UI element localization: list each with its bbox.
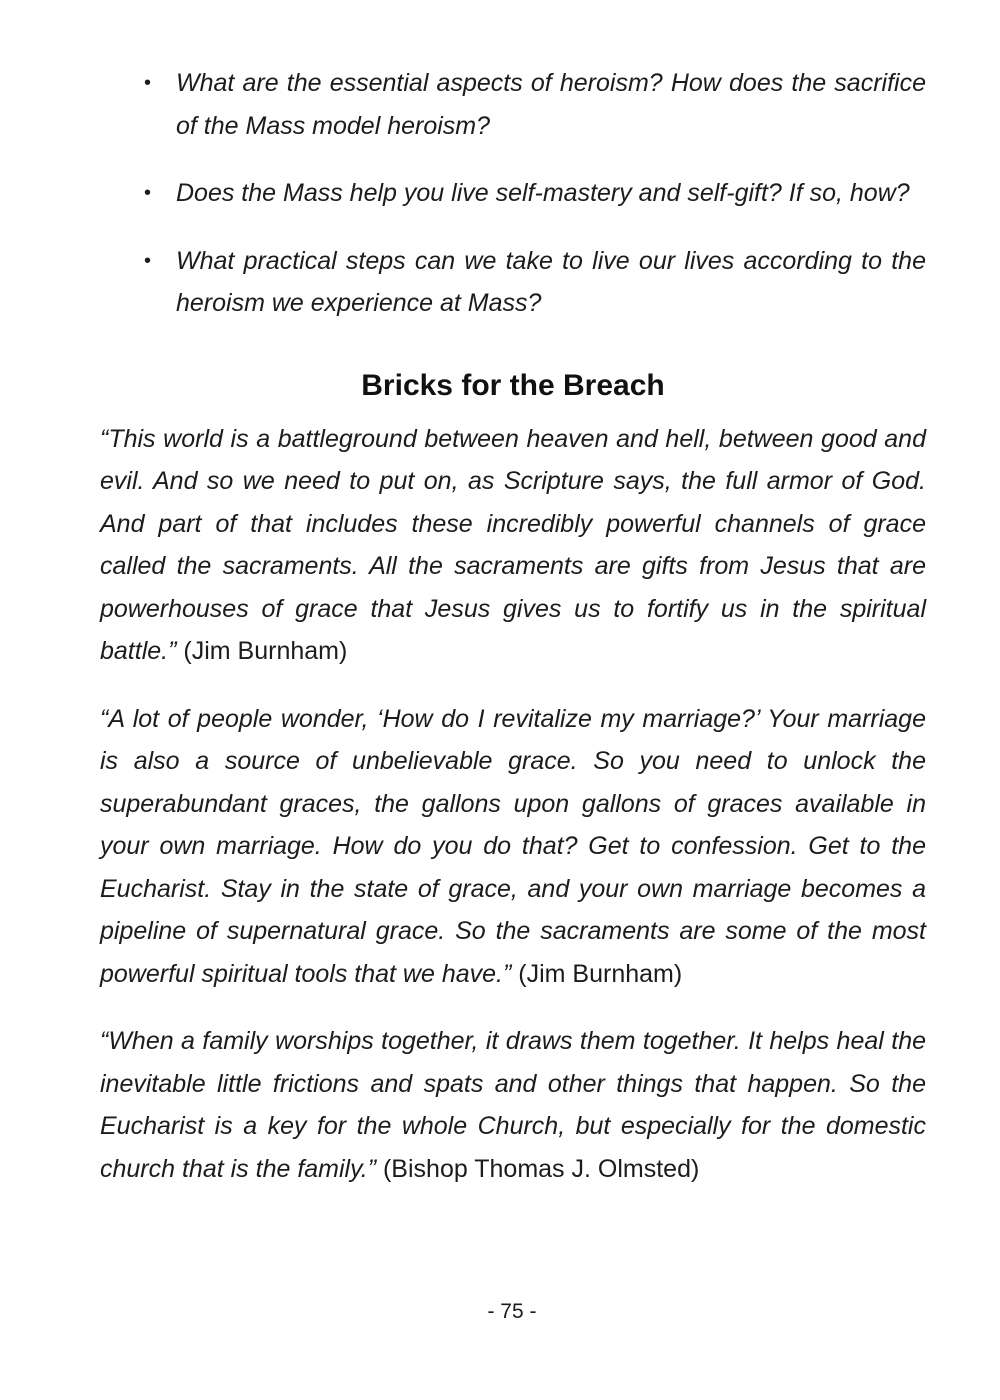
quote-source: (Bishop Thomas J. Olmsted) [382,1154,700,1183]
list-item [144,240,926,325]
question-text: What are the essential aspects of heroism? How does the sacrifice of the Mass model heroism? [176,69,926,140]
page-content [100,62,926,1215]
quote-paragraph [100,418,926,673]
quote-paragraph [100,1020,926,1190]
quote-source: (Jim Burnham) [518,959,683,988]
list-item [144,172,926,215]
quote-paragraph [100,698,926,996]
quote-text: “When a family worships together, it draws them together. It helps heal the inevitable little frictions and spats and other things that happen. So the Eucharist is a key for the whole Church, but especially for the domestic church that is the family.” [100,1027,926,1183]
question-text: What practical steps can we take to live our lives according to the heroism we experience at Mass? [176,246,926,317]
discussion-questions-list [100,62,926,325]
quote-text: “This world is a battleground between heaven and hell, between good and evil. And so we need to put on, as Scripture says, the full armor of God. And part of that includes these incredibly powerful channels of grace called the sacraments. All the sacraments are gifts from Jesus that are powerhouses of grace that Jesus gives us to fortify us in the spiritual battle.” [100,424,926,665]
bullet-icon: • [144,182,152,204]
bullet-icon: • [144,72,152,94]
list-item [144,62,926,147]
quote-source: (Jim Burnham) [183,637,348,665]
quote-text: “A lot of people wonder, ‘How do I revitalize my marriage?’ Your marriage is also a source of unbelievable grace. So you need to unlock the superabundant graces, the gallons upon gallons of graces available in your own marriage. How do you do that? Get to confession. Get to the Eucharist. Stay in the state of grace, and your own marriage becomes a pipeline of supernatural grace. So the sacraments are some of the most powerful spiritual tools that we have.” [100,704,926,988]
section-title: Bricks for the Breach [361,368,665,402]
page-number: - 75 - [487,1300,537,1323]
question-text: Does the Mass help you live self-mastery and self-gift? If so, how? [176,179,910,207]
bullet-icon: • [144,249,152,272]
